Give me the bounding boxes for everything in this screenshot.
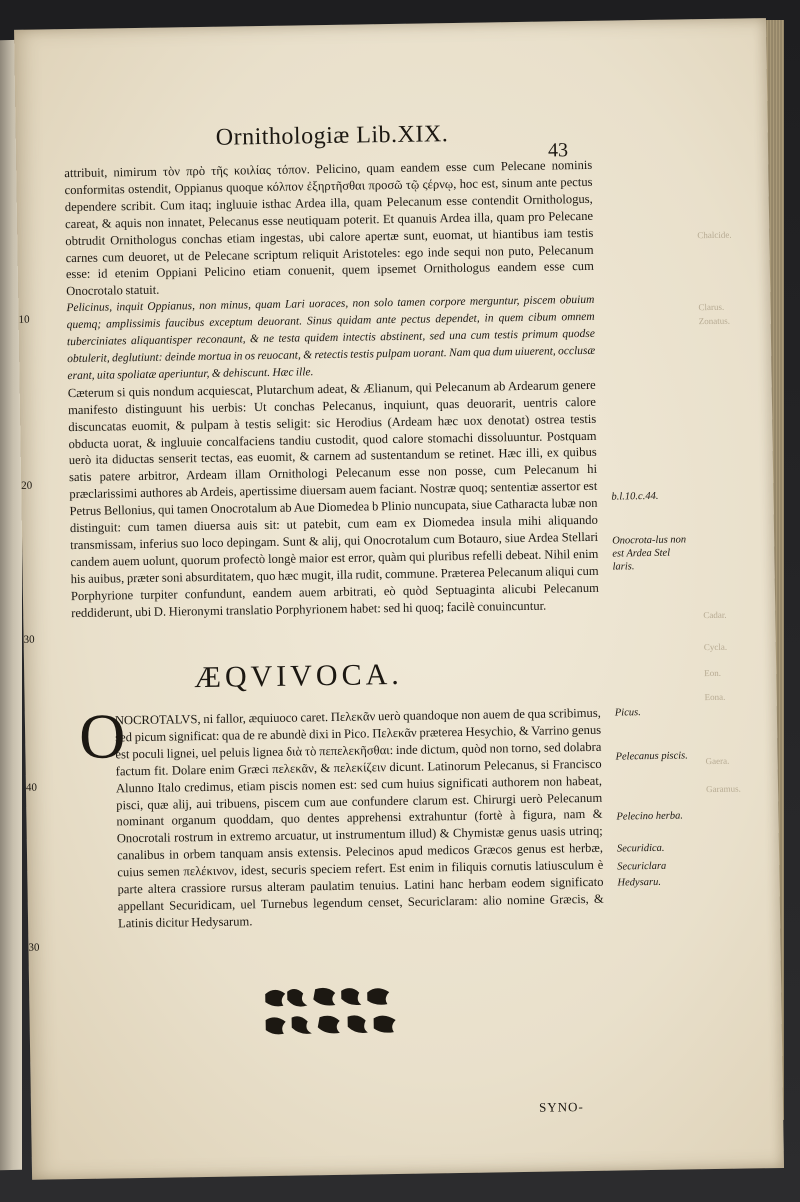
bleed-word: Clarus. [698,301,725,313]
bleed-through-text [694,18,764,795]
line-number: 40 [25,781,38,794]
side-note: Onocrota-lus non est Ardea Stel laris. [612,534,687,573]
line-number: 20 [21,479,33,492]
line-number: 10 [18,313,30,326]
side-note: Picus. [614,707,641,719]
bleed-word: Chalcide. [697,229,732,241]
side-note: Securidica. [616,842,665,855]
side-note: Securiclara [617,860,667,873]
bleed-word: Gaera. [705,755,730,767]
bleed-word: Eon. [704,667,722,679]
paragraph: Cæterum si quis nondum acquiescat, Plutarchum adeat, & Ælianum, qui Pelecanum ab Ardearum genere manifesto distinguunt his uerbis: Ut conchas Pelecanus, inquiunt, quas deuorarit, uentris calore discuncatas euomit, & pulpam à testis seligit: sic Herodius (Ardeam hæc uox denotat) ostrea testis obducta uorat, & ingluuie concalfaciens tandiu custodit, quod calore stomachi dissoluuntur. Postquam uerò ita diductas senserit tectas, eas euomit, & carnem ad sustentandum se retinet. Hæc illi, ex quibus satis patere arbitror, Ardeam illam Ornithologi Pelecanum esse non posse, cum Pelecanum hi præclarissimi authores ab Ardeis, apertissime diuersam auem faciant. Nostræ quoq; sententiæ assertor est Petrus Bellonius, qui tamen Onocrotalum ab Aue Diomedea b Plinio nuncupata, siue Catharacta lubæ non distinguit: cum tamen diuersa auis sit: ut patebit, cum eam ex Diomedea insula mihi aliquando transmissam, inferius suo loco depingam. Sunt & alij, qui Onocrotalum cum Botauro, siue Ardea Stellari candem auem uolunt, quorum profectò longè maior est error, quàm qui pluribus refelli debeat. Nihil enim his auibus, præter soni absurditatem, quo hæc mugit, illa rudit, commune. Præterea Pelecanum aliqui cum Porphyrione turpiter confundunt, eandem auem arbitrati, eò quòd Septuaginta alicubi Pelecanum reddiderunt, ubi D. Hieronymi translatio Porphyrionem habet: sed hi quoq; facilè conuincuntur. [67,377,599,620]
printers-ornament [257,982,418,1045]
page-number: 43 [547,139,569,162]
marginal-notes [604,19,688,889]
book-page [14,18,784,1180]
quoted-paragraph: Pelicinus, inquit Oppianus, non minus, quam Lari uoraces, non solo tamen corpore merguntur, piscem obuium quemq; amplissimis faucibus exceptum deuorant. Sinus quidam ante pectus dependet, in quem cibum omnem tuberciniates aliquantisper reconaunt, & ne testa quidem intectis abstinent, sed una cum testis primum quodse obtulerit, deglutiunt: deinde mortua in os reuocant, & retectis testis pulpam uorant. Nam qua dum uiuerent, occlusæ erant, uita spoliatæ aperiuntur, & dehiscunt. Hæc ille. [66,294,596,382]
catchword: SYNO- [538,1099,584,1115]
side-note: Hedysaru. [617,876,662,889]
drop-capital: O [78,700,126,772]
bleed-word: Zonatus. [698,315,731,327]
main-text [64,157,599,622]
side-note: Pelecino herba. [616,810,684,823]
side-note: Pelecanus piscis. [615,750,688,763]
running-title: Ornithologiæ Lib.XIX. [215,121,449,151]
bleed-word: Garamus. [705,783,741,795]
bleed-word: Cycla. [703,641,728,653]
section-text [73,700,604,933]
bleed-word: Cadar. [703,609,727,621]
section-heading: ÆQVIVOCA. [193,657,403,695]
line-number: 30 [28,941,40,954]
paragraph: attribuit, nimirum τὸν πρὸ τῆς κοιλίας τόπον. Pelicino, quam eandem esse cum Pelecane nominis conformitas ostendit, Oppianus quoque κόλπον ἐξηρτῆσθαι προσῶ τῷ ςέρνῳ, hoc est, sinum ante pectus dependere scribit. Cum itaq; ingluuie isthac Ardea illa, quam Pelecanum esse contendit Ornithologus, careat, & aquis non innatet, Pelecanus esse neutiquam poterit. Et quanuis Ardea illa, quam pro Pelecane obtrudit Ornithologus conchas etiam ingestas, ubi calore apertæ sunt, euomat, ut hiantibus iam testis carnes cum deuoret, ut de Pelecane scriptum reliquit Aristoteles: ego inde sequi non puto, Pelecanum esse: id etenim Oppiani Pelicino etiam conuenit, quem ipsemet Ornithologus eandem esse cum Onocrotalo statuit. [64,157,594,299]
bleed-word: Eona. [704,691,726,703]
section-paragraph: NOCROTALVS, ni fallor, æquiuoco caret. Πελεκᾶν uerò quandoque non auem de qua scribimus, sed picum significat: qua de re abundè dixi in Pico. Πελεκᾶν præterea Hesychio, & Varrino genus est poculi lignei, uel peluis lignea διὰ τὸ πεπελεκῆσθαι: inde dictum, quòd non torno, sed dolabra factum fit. Dolare enim Græci πελεκᾶν, & πελεκίζειν dicunt. Latinorum Pelecanus, si Francisco Alunno Italo credimus, etiam piscis nomen est: sed cum huius significati authorem non habeat, pisci, quæ alij, aui tribuens, piscem cum aue confundere clarum est. Chirurgi uerò Pelecanum nominant organum quoddam, quo dentes apprehensi extrahuntur (fortè à figura, nam & Onocrotali rostrum in extremo arcuatur, ut instrumentum illud) & Chymistæ genus uasis utrinq; canalibus in orbem tanquam ansis extensis. Pelecinos apud medicos Græcos genus est herbæ, cuius semen πελέκινον, idest, securis speciem refert. Est enim in filiquis cornutis latiusculum è parte altera crassiore rursus alteram paulatim tenuius. Latini hanc herbam eodem significato appellant Securidicam, uel Turnebus legendum censet, Securiclaram: alio nomine Græcis, & Latinis dicitur Hedysarum. [114,705,604,931]
line-number: 30 [23,633,35,646]
side-note: b.l.10.c.44. [611,490,659,503]
